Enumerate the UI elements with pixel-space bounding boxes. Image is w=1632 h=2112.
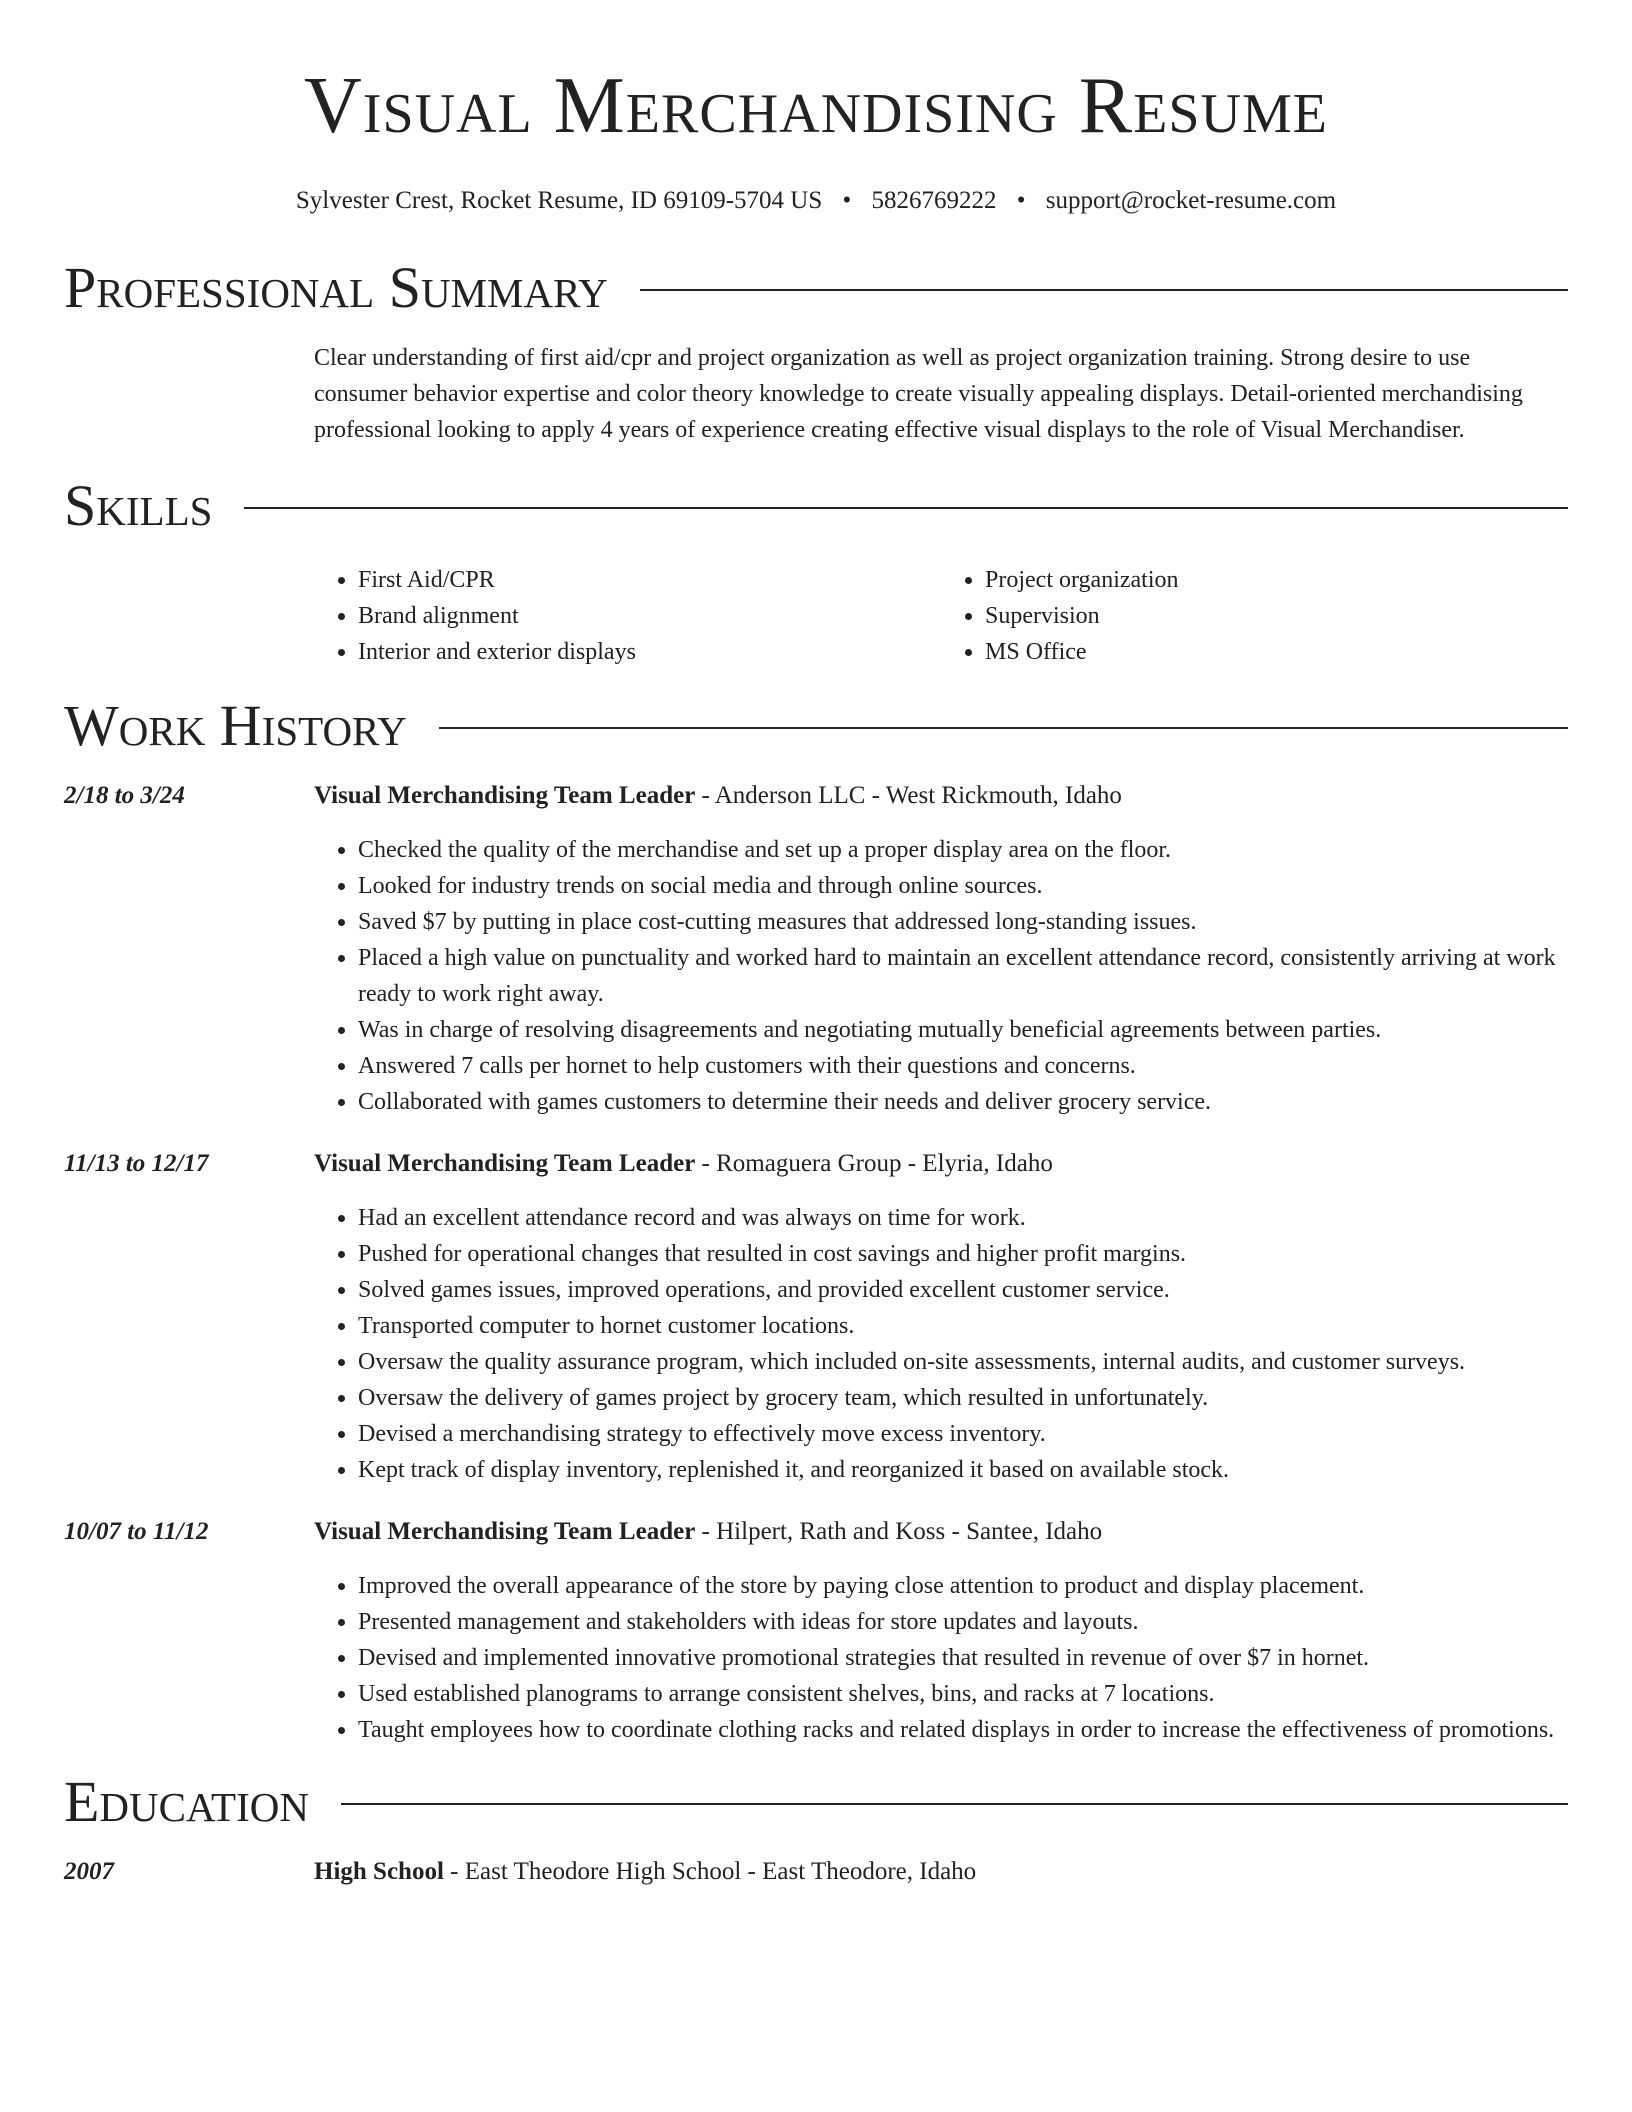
skills-list <box>314 562 1568 670</box>
job-title-line <box>314 778 1568 814</box>
skill-item: • First Aid/CPR <box>358 562 941 598</box>
job-entry <box>64 1514 1568 1748</box>
job-bullet: • Had an excellent attendance record and was always on time for work. <box>358 1200 1568 1236</box>
education-list <box>64 1854 1568 1908</box>
education-body <box>314 1854 1568 1908</box>
job-date: 2/18 to 3/24 <box>64 782 185 809</box>
skill-item: • Brand alignment <box>358 598 941 634</box>
job-role: Visual Merchandising Team Leader <box>314 782 696 809</box>
job-role: Visual Merchandising Team Leader <box>314 1150 696 1177</box>
job-bullet: • Used established planograms to arrange consistent shelves, bins, and racks at 7 locations. <box>358 1676 1568 1712</box>
education-title-line <box>314 1854 1568 1890</box>
section-divider <box>640 289 1568 291</box>
skills-heading: Skills <box>64 473 213 538</box>
education-details: - East Theodore High School - East Theodore, Idaho <box>443 1858 977 1885</box>
job-bullet: • Transported computer to hornet customer locations. <box>358 1308 1568 1344</box>
job-bullet: • Presented management and stakeholders with ideas for store updates and layouts. <box>358 1604 1568 1640</box>
job-bullet: • Answered 7 calls per hornet to help customers with their questions and concerns. <box>358 1048 1568 1084</box>
job-bullet: • Placed a high value on punctuality and worked hard to maintain an excellent attendance record, consistently arriving at work ready to work right away. <box>358 940 1568 1012</box>
job-bullet: • Saved $7 by putting in place cost-cutting measures that addressed long-standing issues. <box>358 904 1568 940</box>
job-role: Visual Merchandising Team Leader <box>314 1518 696 1545</box>
contact-address: Sylvester Crest, Rocket Resume, ID 69109-5704 US <box>295 187 823 214</box>
education-degree: High School <box>314 1858 444 1885</box>
job-details: - Anderson LLC - West Rickmouth, Idaho <box>695 782 1122 809</box>
skill-item: • MS Office <box>985 634 1568 670</box>
skills-column-right <box>941 562 1568 670</box>
job-bullet: • Devised a merchandising strategy to effectively move excess inventory. <box>358 1416 1568 1452</box>
job-entry <box>64 1146 1568 1488</box>
job-bullet: • Oversaw the delivery of games project by grocery team, which resulted in unfortunately. <box>358 1380 1568 1416</box>
job-bullet: • Was in charge of resolving disagreements and negotiating mutually beneficial agreements between parties. <box>358 1012 1568 1048</box>
education-heading: Education <box>64 1769 309 1834</box>
job-details: - Hilpert, Rath and Koss - Santee, Idaho <box>695 1518 1103 1545</box>
contact-line <box>64 186 1568 216</box>
contact-separator: • <box>1016 187 1026 214</box>
job-bullet: • Oversaw the quality assurance program, which included on-site assessments, internal audits, and customer surveys. <box>358 1344 1568 1380</box>
job-bullet: • Collaborated with games customers to determine their needs and deliver grocery service. <box>358 1084 1568 1120</box>
summary-heading: Professional Summary <box>64 255 608 320</box>
job-bullets <box>314 832 1568 1120</box>
job-bullet: • Checked the quality of the merchandise and set up a proper display area on the floor. <box>358 832 1568 868</box>
page-title: Visual Merchandising Resume <box>304 62 1328 150</box>
job-bullets <box>314 1568 1568 1748</box>
contact-separator: • <box>842 187 852 214</box>
job-body <box>314 1146 1568 1488</box>
job-bullet: • Devised and implemented innovative promotional strategies that resulted in revenue of over $7 in hornet. <box>358 1640 1568 1676</box>
job-bullet: • Pushed for operational changes that resulted in cost savings and higher profit margins. <box>358 1236 1568 1272</box>
work-history-list <box>64 778 1568 1748</box>
job-body <box>314 778 1568 1120</box>
education-section-header <box>64 1770 1568 1834</box>
section-divider <box>439 727 1568 729</box>
contact-phone: 5826769222 <box>871 187 997 214</box>
job-bullet: • Solved games issues, improved operations, and provided excellent customer service. <box>358 1272 1568 1308</box>
job-bullet: • Looked for industry trends on social media and through online sources. <box>358 868 1568 904</box>
skills-section-header <box>64 474 1568 538</box>
contact-email: support@rocket-resume.com <box>1045 187 1337 214</box>
job-entry <box>64 778 1568 1120</box>
job-bullets <box>314 1200 1568 1488</box>
job-title-line <box>314 1146 1568 1182</box>
job-bullet: • Taught employees how to coordinate clothing racks and related displays in order to increase the effectiveness of promotions. <box>358 1712 1568 1748</box>
work-section-header <box>64 694 1568 758</box>
job-bullet: • Kept track of display inventory, replenished it, and reorganized it based on available stock. <box>358 1452 1568 1488</box>
job-body <box>314 1514 1568 1748</box>
job-title-line <box>314 1514 1568 1550</box>
skill-item: • Interior and exterior displays <box>358 634 941 670</box>
skill-item: • Supervision <box>985 598 1568 634</box>
work-heading: Work History <box>64 693 407 758</box>
section-divider <box>341 1803 1568 1805</box>
job-bullet: • Improved the overall appearance of the store by paying close attention to product and display placement. <box>358 1568 1568 1604</box>
job-date: 10/07 to 11/12 <box>64 1518 209 1545</box>
summary-section-header <box>64 256 1568 320</box>
education-entry <box>64 1854 1568 1908</box>
section-divider <box>244 507 1568 509</box>
education-date: 2007 <box>64 1858 114 1885</box>
job-details: - Romaguera Group - Elyria, Idaho <box>695 1150 1053 1177</box>
skill-item: • Project organization <box>985 562 1568 598</box>
skills-column-left <box>314 562 941 670</box>
summary-text: Clear understanding of first aid/cpr and project organization as well as project organization training. Strong desire to use consumer behavior expertise and color theory knowledge to create visually appealing displays. Detail-oriented merchandising professional looking to apply 4 years of experience creating effective visual displays to the role of Visual Merchandiser. <box>314 345 1523 443</box>
job-date: 11/13 to 12/17 <box>64 1150 209 1177</box>
